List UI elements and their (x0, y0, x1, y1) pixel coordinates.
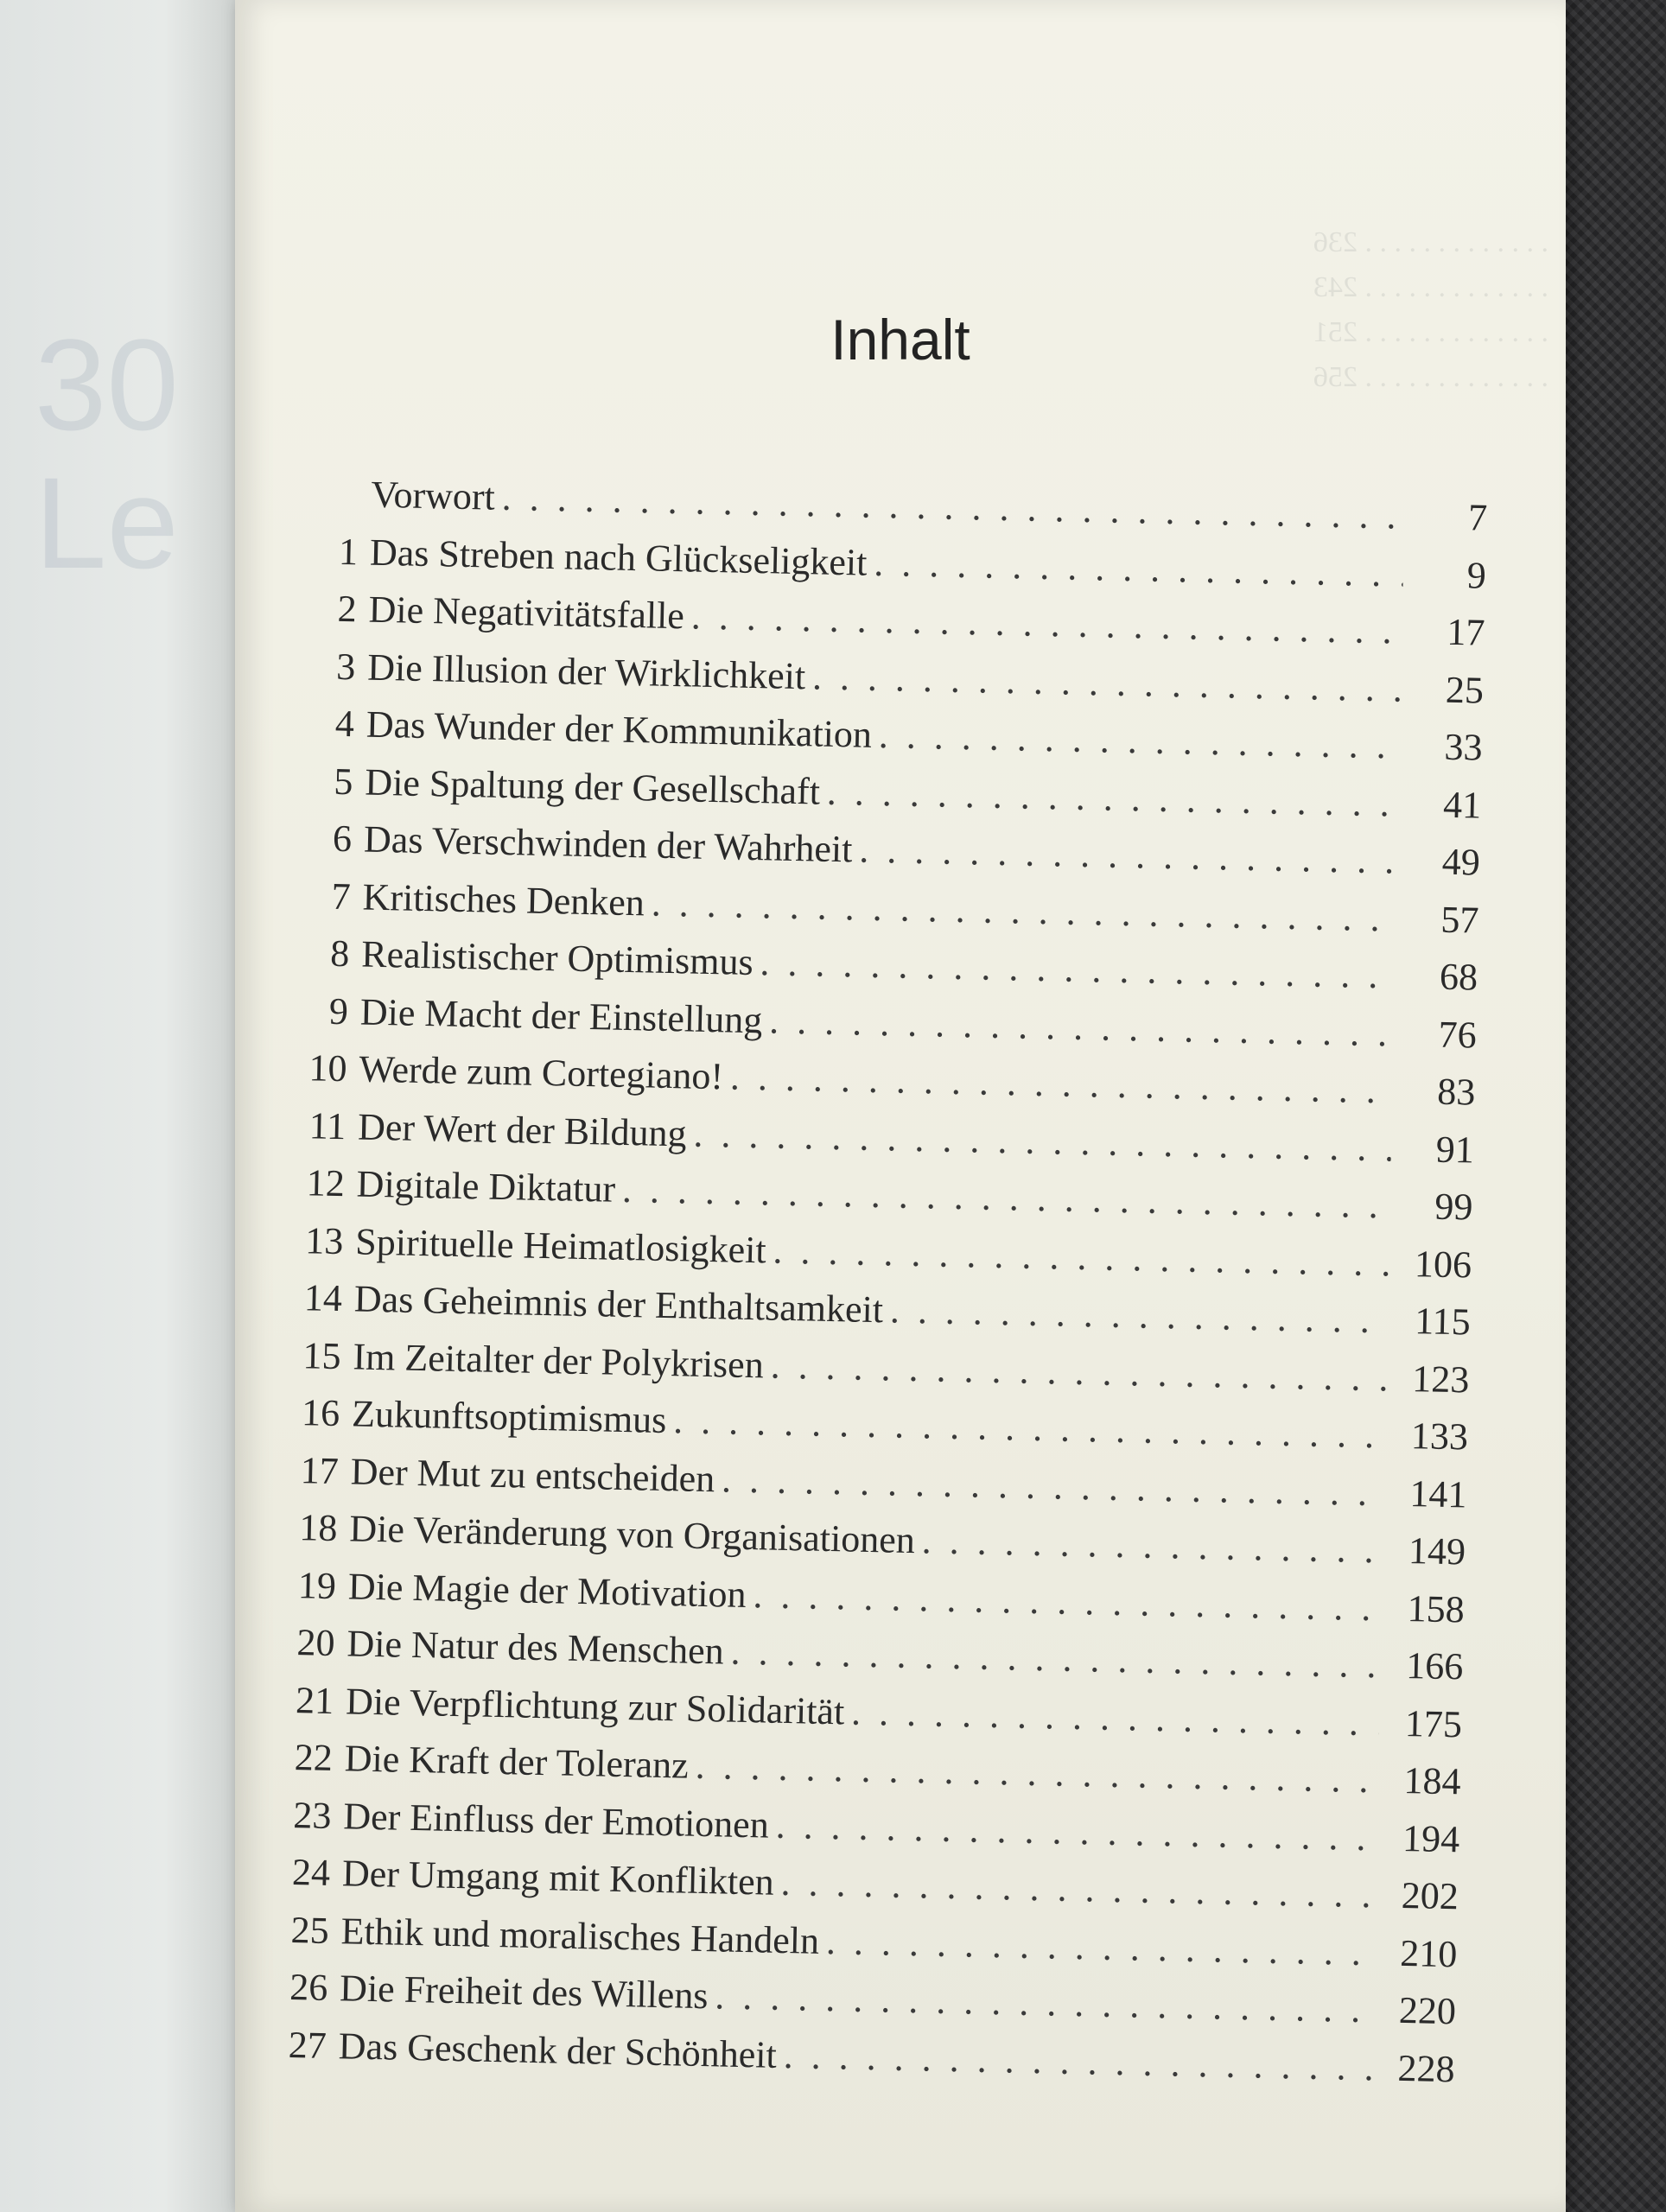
chapter-title: Digitale Diktatur (356, 1162, 616, 1211)
chapter-title: Vorwort (370, 473, 496, 518)
chapter-number: 2 (337, 587, 358, 631)
page-title: Inhalt (830, 308, 970, 372)
page-number: 9 (1466, 553, 1487, 597)
table-of-contents (270, 471, 1488, 2104)
chapter-number: 3 (335, 645, 356, 688)
page-number: 123 (1411, 1357, 1470, 1401)
chapter-title: Ethik und moralisches Handeln (340, 1909, 820, 1962)
page-number: 158 (1407, 1586, 1466, 1630)
chapter-title: Das Geschenk der Schönheit (338, 2024, 778, 2076)
chapter-number: 21 (295, 1678, 334, 1722)
page-number: 175 (1404, 1701, 1463, 1745)
chapter-title: Das Wunder der Kommunikation (366, 702, 873, 756)
page-number: 68 (1439, 955, 1478, 999)
chapter-number: 1 (338, 530, 359, 573)
chapter-title: Der Einfluss der Emotionen (342, 1794, 770, 1847)
page-number: 41 (1442, 783, 1482, 827)
page-number: 57 (1440, 898, 1479, 942)
page-number: 228 (1397, 2046, 1456, 2090)
chapter-title: Die Kraft der Toleranz (344, 1737, 690, 1787)
page-number: 25 (1445, 668, 1485, 712)
page-number: 166 (1405, 1644, 1464, 1688)
reverse-side-bleed-through: . . . . . . . . . . . . . 236 . . . . . . . . . . . . . 243 . . . . . . . . . . . . . 251 . . . . . . . . . . . . . 256 (1313, 226, 1548, 393)
chapter-number: 10 (308, 1046, 348, 1090)
page-number: 184 (1403, 1758, 1462, 1803)
chapter-title: Der Umgang mit Konflikten (341, 1852, 775, 1904)
page-number: 83 (1436, 1070, 1476, 1114)
page-number: 7 (1467, 496, 1488, 539)
left-page-bleed-through: Le (35, 450, 179, 595)
page-number: 194 (1402, 1816, 1460, 1860)
page-number: 91 (1435, 1128, 1475, 1172)
page-number: 220 (1398, 1988, 1457, 2033)
page-number: 49 (1441, 840, 1481, 884)
chapter-title: Die Veränderung von Organisationen (348, 1507, 916, 1562)
chapter-number: 7 (331, 874, 352, 918)
left-page (0, 0, 235, 2212)
chapter-title: Spirituelle Heimatlosigkeit (354, 1219, 767, 1271)
chapter-title: Zukunftsoptimismus (351, 1392, 667, 1442)
page-number: 202 (1401, 1873, 1459, 1918)
chapter-number: 17 (300, 1448, 340, 1492)
chapter-number: 27 (288, 2023, 327, 2067)
chapter-number: 13 (304, 1218, 344, 1262)
left-page-bleed-through: 30 (35, 312, 179, 457)
chapter-title: Die Natur des Menschen (347, 1622, 725, 1673)
chapter-title: Das Geheimnis der Enthaltsamkeit (353, 1277, 884, 1332)
chapter-title: Das Verschwinden der Wahrheit (363, 817, 853, 871)
chapter-title: Die Macht der Einstellung (359, 990, 763, 1041)
chapter-title: Der Mut zu entscheiden (350, 1449, 715, 1500)
chapter-number: 24 (291, 1851, 331, 1894)
chapter-number: 22 (294, 1736, 334, 1780)
chapter-number: 15 (302, 1333, 342, 1377)
chapter-number: 18 (298, 1506, 338, 1550)
chapter-title: Die Freiheit des Willens (339, 1967, 709, 2018)
dot-leader (494, 475, 1404, 538)
chapter-title: Die Verpflichtung zur Solidarität (345, 1679, 845, 1732)
chapter-number: 16 (301, 1391, 340, 1435)
chapter-title: Die Illusion der Wirklichkeit (366, 645, 806, 697)
page-number: 17 (1446, 610, 1485, 654)
chapter-number: 26 (289, 1966, 328, 2009)
chapter-title: Realistischer Optimismus (360, 932, 754, 984)
chapter-number: 4 (334, 702, 355, 746)
page-number: 115 (1414, 1300, 1472, 1344)
page-number: 141 (1408, 1471, 1468, 1516)
chapter-number: 8 (329, 931, 350, 976)
chapter-number: 19 (297, 1563, 337, 1607)
chapter-title: Der Wert der Bildung (357, 1104, 688, 1154)
chapter-number: 5 (333, 760, 354, 803)
chapter-number: 9 (328, 989, 349, 1033)
chapter-number (303, 505, 371, 507)
page-number: 76 (1438, 1013, 1478, 1057)
page-number: 210 (1399, 1931, 1458, 1975)
chapter-number: 23 (292, 1793, 332, 1837)
dot-leader (914, 1518, 1383, 1572)
chapter-title: Werde zum Cortegiano! (359, 1047, 724, 1098)
chapter-number: 25 (290, 1908, 330, 1952)
chapter-title: Die Negativitätsfalle (368, 588, 685, 638)
chapter-number: 20 (296, 1621, 336, 1665)
page-number: 99 (1434, 1185, 1473, 1229)
chapter-title: Im Zeitalter der Polykrisen (353, 1334, 765, 1386)
page-number: 133 (1410, 1414, 1469, 1459)
page-number: 33 (1444, 725, 1484, 769)
chapter-number: 14 (303, 1276, 343, 1320)
dot-leader (882, 1287, 1388, 1342)
chapter-number: 12 (306, 1161, 346, 1205)
page-number: 106 (1414, 1242, 1472, 1286)
right-page (235, 0, 1566, 2212)
chapter-title: Die Spaltung der Gesellschaft (364, 760, 821, 813)
chapter-title: Die Magie der Motivation (347, 1564, 747, 1616)
chapter-number: 6 (332, 817, 353, 861)
page-number: 149 (1408, 1529, 1466, 1573)
chapter-title: Das Streben nach Glückseligkeit (369, 531, 868, 584)
chapter-number: 11 (308, 1103, 347, 1147)
chapter-title: Kritisches Denken (362, 875, 645, 924)
